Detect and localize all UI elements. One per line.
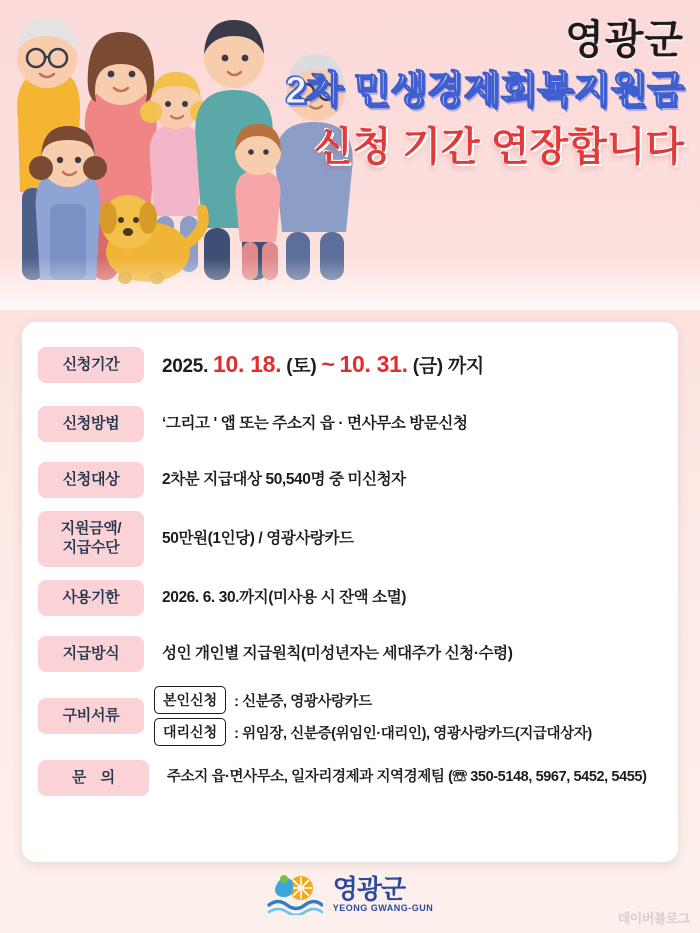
logo-name-ko: 영광군 [332,873,406,904]
table-row [22,396,678,452]
table-row [22,626,678,682]
logo-text [332,873,434,913]
info-card [22,322,678,862]
period-suffix: 까지 [447,356,484,378]
document-tag-self: 본인신청 [154,686,226,714]
row-value-period [144,348,662,381]
row-label-documents: 구비서류 [38,698,144,735]
document-line [154,686,662,714]
row-value-method: ‘그리고 ' 앱 또는 주소지 읍 · 면사무소 방문신청 [162,414,468,432]
title-block [204,18,684,170]
table-row [22,452,678,508]
period-year: 2025. [162,356,209,378]
row-label-method: 신청방법 [38,406,144,443]
row-value-amount: 50만원(1인당) / 영광사랑카드 [162,529,354,547]
watermark: 데이버블로그 [617,911,690,926]
poster-title: 2차 민생경제회복지원금 [285,70,684,112]
row-value-expiry: 2026. 6. 30.까지(미사용 시 잔액 소멸) [162,588,407,606]
period-end-day: (금) [412,356,443,378]
table-row [22,750,678,806]
row-value-contact: 주소지 읍·면사무소, 일자리경제과 지역경제팀 (☏ 350-5148, 5967, 5452, 5455) [167,769,647,786]
table-row [22,334,678,396]
row-value-payment: 성인 개인별 지급원칙(미성년자는 세대주가 신청·수령) [162,644,513,662]
poster-subtitle: 신청 기간 연장합니다 [314,124,684,169]
table-row [22,570,678,626]
footer-logo [0,873,700,915]
logo-name-en: YEONG GWANG-GUN [332,902,434,913]
table-row [22,682,678,750]
row-label-amount [38,511,144,567]
row-label-target: 신청대상 [38,462,144,499]
document-text-self: : 신분증, 영광사랑카드 [234,693,372,710]
row-label-payment: 지급방식 [38,636,144,673]
yeonggwang-emblem-icon [267,873,323,915]
period-start-day: (토) [286,356,317,378]
document-tag-proxy: 대리신청 [154,718,226,746]
row-label-amount-line1: 지원금액/ [60,520,122,538]
row-value-target: 2차분 지급대상 50,540명 중 미신청자 [162,470,406,488]
period-tilde: ~ [321,351,335,378]
hero-section [0,0,700,310]
row-value-documents [144,682,662,750]
row-label-contact: 문 의 [38,760,149,797]
period-end-date: 10. 31. [339,351,408,378]
row-label-period: 신청기간 [38,347,144,384]
row-label-amount-line2: 지급수단 [62,539,120,556]
org-name: 영광군 [565,18,684,62]
row-label-expiry: 사용기한 [38,580,144,617]
document-line [154,718,662,746]
hero-ground [0,258,700,310]
period-start-date: 10. 18. [213,351,282,378]
table-row [22,508,678,570]
document-text-proxy: : 위임장, 신분증(위임인·대리인), 영광사랑카드(지급대상자) [234,725,592,742]
